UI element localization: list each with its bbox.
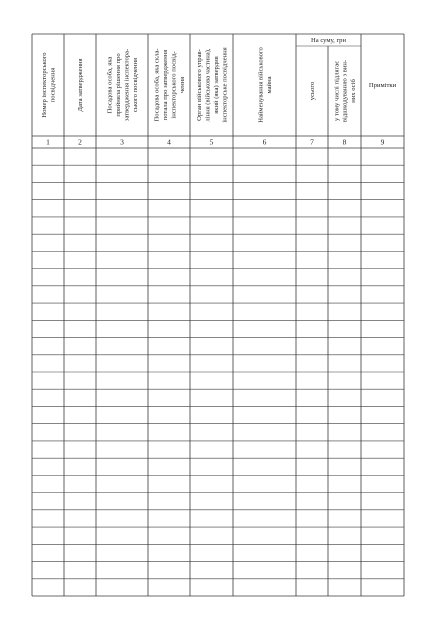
column-header-6 [258, 46, 273, 122]
column-number-7: 7 [310, 137, 314, 147]
column-header-line: Посадова особа, яка скла- [153, 48, 161, 122]
column-header-line: майна [265, 76, 273, 94]
column-header-4 [154, 49, 186, 122]
column-header-line: Номер інспекторського [41, 52, 48, 118]
column-number-5: 5 [209, 137, 214, 147]
column-headers [41, 37, 397, 123]
column-header-line: який (яка) затвердив [212, 56, 220, 114]
column-header-8 [333, 60, 357, 122]
column-header-line: Дата затвердження [77, 58, 85, 112]
column-header-line: прийняла рішення про [115, 53, 122, 117]
column-header-line: чення [178, 76, 186, 94]
column-header-line: них осіб [350, 79, 358, 103]
column-header-line: інспекторське посвідчення [221, 47, 229, 123]
column-number-3: 3 [120, 137, 124, 147]
column-number-9: 9 [380, 137, 385, 147]
column-number-4: 4 [167, 137, 171, 147]
column-header-9: Примітки [368, 82, 397, 89]
column-header-line: інспекторського посвід- [170, 51, 178, 119]
column-number-2: 2 [78, 137, 82, 147]
column-header-line: Орган військового управ- [196, 49, 204, 121]
column-header-line: Найменування військового [257, 47, 265, 123]
column-header-line: усього [309, 81, 317, 101]
column-numbers-row [46, 138, 385, 147]
column-header-line: потала про затвердження [162, 49, 169, 121]
column-header-line: ління (військова частина), [204, 48, 212, 122]
column-header-5 [196, 47, 228, 122]
column-header-7 [309, 81, 316, 100]
column-header-line: ського посвідчення [131, 57, 139, 113]
column-header-line: Посадова особа, яка [106, 56, 114, 114]
column-header-line: у тому числі підлягає [333, 60, 341, 122]
column-header-2 [77, 58, 84, 111]
column-header-line: затвердження інспектора- [123, 48, 131, 122]
column-header-line: відшкодуванню з вин- [341, 59, 349, 123]
column-header-line: посвідчення [49, 67, 57, 103]
column-number-8: 8 [342, 137, 347, 147]
column-header-3 [107, 49, 139, 121]
column-header-1 [41, 52, 56, 118]
column-number-1: 1 [46, 137, 50, 147]
column-number-6: 6 [262, 137, 267, 147]
group-header-sum: На суму, грн [310, 37, 347, 44]
